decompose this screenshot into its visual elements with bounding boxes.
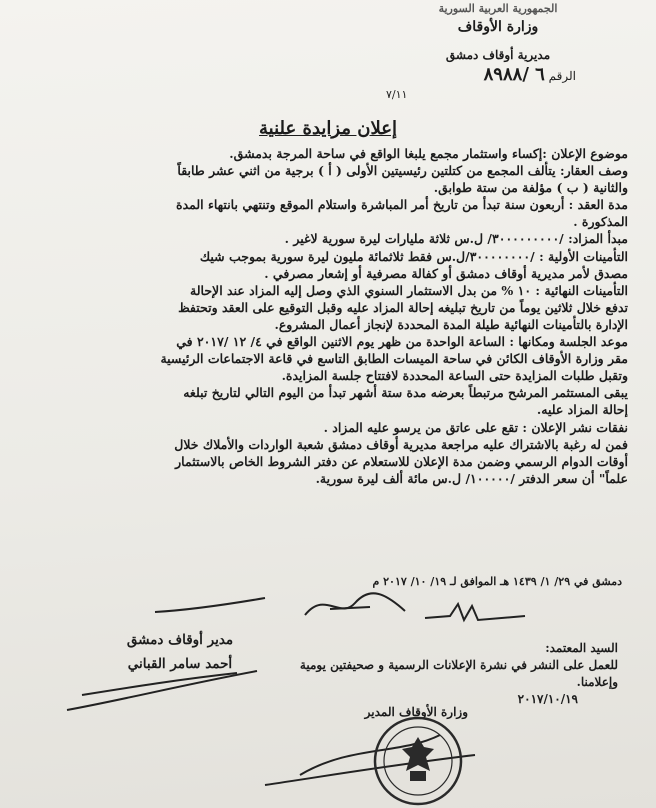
body-line: موعد الجلسة ومكانها : الساعة الواحدة من ظهر يوم الاثنين الواقع في ٤/ ١٢ /٢٠١٧ في	[176, 334, 628, 350]
reference-block	[356, 64, 576, 101]
signature-mark	[150, 590, 270, 620]
addressee-salutation: السيد المعتمد:	[545, 641, 618, 655]
body-line: مقر وزارة الأوقاف الكائن في ساحة الميسات الطابق التاسع في قاعة الاجتماعات الرئيسية	[160, 351, 628, 367]
document-title: إعلان مزايدة علنية	[259, 118, 397, 139]
body-line: فمن له رغبة بالاشتراك عليه مراجعة مديرية أوقاف دمشق شعبة الواردات والأملاك خلال	[174, 436, 628, 452]
body-line: مبدأ المزاد: /٣٠٠٠٠٠٠٠٠٠/ ل.س ثلاثة مليارات ليرة سورية لاغير .	[284, 231, 628, 247]
issue-date: دمشق في ٢٩/ ١/ ١٤٣٩ هـ الموافق لـ ١٩/ ١٠/ ٢٠١٧ م	[372, 575, 622, 588]
reference-date: ٧/١١	[386, 88, 408, 101]
body-line: إحالة المزاد عليه.	[536, 402, 628, 418]
reference-label: الرقم	[548, 69, 576, 83]
seal-label: وزارة الأوقاف المدير	[364, 705, 468, 719]
directorate-name: مديرية أوقاف دمشق	[445, 48, 551, 62]
signatory-block	[80, 628, 280, 676]
body-line: مصدق لأمر مديرية أوقاف دمشق أو كفالة مصرفية أو إشعار مصرفي .	[264, 265, 628, 281]
body-line: أوقات الدوام الرسمي وضمن مدة الإعلان للاستعلام عن دفتر الشروط الخاص بالاستثمار	[175, 453, 628, 469]
addressee-date: ٢٠١٧/١٠/١٩	[517, 692, 578, 706]
government-name: الجمهورية العربية السورية	[438, 2, 558, 15]
body-line: مدة العقد : أربعون سنة تبدأ من تاريخ أمر المباشرة واستلام الموقع وتنتهي بانتهاء المدة	[176, 197, 628, 213]
announcement-body	[58, 145, 628, 487]
body-line: والثانية ( ب ) مؤلفة من ستة طوابق.	[433, 180, 628, 196]
body-line: الإدارة بالتأمينات النهائية طيلة المدة المحددة لإنجاز أعمال المشروع.	[274, 316, 628, 332]
signatory-name: أحمد سامر القباني	[127, 656, 233, 672]
signature-mark	[420, 598, 530, 628]
body-line: علماً" أن سعر الدفتر /١٠٠٠٠٠/ ل.س مائة ألف ليرة سورية.	[315, 470, 628, 486]
body-line: المذكورة .	[573, 214, 628, 230]
reference-number: ٦ /٨٩٨٨	[483, 64, 545, 85]
ministry-name: وزارة الأوقاف	[457, 19, 539, 35]
body-line: التأمينات النهائية : ١٠ % من بدل الاستثمار السنوي الذي وصل إليه المزاد عند الإحالة	[190, 282, 628, 298]
addressee-block	[288, 640, 618, 708]
official-seal-icon	[372, 715, 464, 807]
body-line: تدفع خلال ثلاثين يوماً من تاريخ تبليغه إحالة المزاد عليه وقبل التوقيع على العقد وتحتفظ	[178, 299, 628, 315]
addressee-instruction: للعمل على النشر في نشرة الإعلانات الرسمية و صحيفتين يومية وإعلامنا.	[299, 658, 618, 689]
body-line: موضوع الإعلان :إكساء واستثمار مجمع يلبغا الواقع في ساحة المرجة بدمشق.	[229, 146, 628, 161]
body-line: نفقات نشر الإعلان : تقع على عاتق من يرسو عليه المزاد .	[323, 419, 628, 435]
body-line: وتقبل طلبات المزايدة حتى الساعة المحددة لافتتاح جلسة المزايدة.	[281, 368, 628, 384]
body-line: يبقى المستثمر المرشح مرتبطاً بعرضه مدة ستة أشهر تبدأ من اليوم التالي لتاريخ تبلغه	[183, 385, 628, 401]
signature-mark	[300, 585, 410, 625]
body-line: وصف العقار: يتألف المجمع من كتلتين رئيسيتين الأولى ( أ ) برجية من اثني عشر طابقاً	[177, 163, 628, 179]
letterhead	[368, 0, 628, 64]
body-line: التأمينات الأولية : /٣٠٠٠٠٠٠٠٠/ل.س فقط ثلاثمائة مليون ليرة سورية بموجب شيك	[199, 248, 628, 264]
signatory-title: مدير أوقاف دمشق	[126, 632, 234, 648]
